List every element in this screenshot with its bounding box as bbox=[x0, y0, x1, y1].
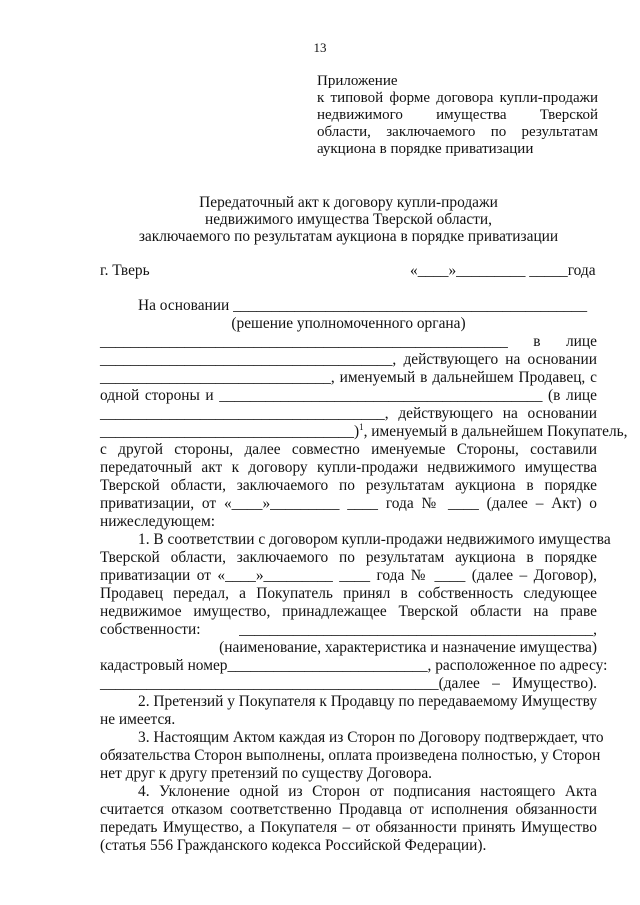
item-3-line-1: 3. Настоящим Актом каждая из Сторон по Договору подтверждает, что bbox=[138, 729, 604, 746]
body-line-6: одной стороны и __________________________________________ (в лице bbox=[100, 387, 597, 404]
city: г. Тверь bbox=[100, 262, 150, 279]
item-3-line-2: обязательства Сторон выполнены, оплата произведена полностью, у Сторон bbox=[100, 747, 601, 764]
body-line-10: передаточный акт к договору купли-продажи недвижимого имущества bbox=[100, 459, 597, 476]
appendix-line-4: области, заключаемого по результатам bbox=[317, 124, 598, 140]
item-4-line-3: передать Имущество, а Покупателя – от обязанности принять Имущество bbox=[100, 819, 597, 836]
body-line-3: _____________________________________________________ в лице bbox=[100, 333, 597, 350]
body-line-8-blank: _________________________________) bbox=[100, 423, 360, 440]
title-line-1: Передаточный акт к договору купли-продажи bbox=[199, 194, 498, 211]
item-1-line-4: Продавец передал, а Покупатель принял в собственность следующее bbox=[100, 585, 597, 602]
date-field: «____»_________ _____года bbox=[410, 262, 596, 279]
item-1-line-5: недвижимое имущество, принадлежащее Тверской области на праве bbox=[100, 603, 597, 620]
item-3-line-3: нет друг к другу претензий по существу Договора. bbox=[100, 765, 433, 782]
basis-caption: (решение уполномоченного органа) bbox=[231, 315, 466, 332]
item-1-line-8: кадастровый номер__________________________, расположенное по адресу: bbox=[100, 657, 608, 674]
appendix-line-1: Приложение bbox=[317, 73, 398, 89]
appendix-line-3: недвижимого имущества Тверской bbox=[317, 107, 598, 123]
item-4-line-1: 4. Уклонение одной из Сторон от подписания настоящего Акта bbox=[138, 783, 597, 800]
body-line-5: ______________________________, именуемый в дальнейшем Продавец, с bbox=[100, 369, 597, 386]
body-line-7: _____________________________________, действующего на основании bbox=[100, 405, 597, 422]
body-line-11: Тверской области, заключаемого по результатам аукциона в порядке bbox=[100, 477, 597, 494]
page-number: 13 bbox=[313, 40, 327, 55]
title-line-2: недвижимого имущества Тверской области, bbox=[205, 211, 492, 228]
item-4-line-4: (статья 556 Гражданского кодекса Российской Федерации). bbox=[100, 837, 487, 854]
item-2-line-2: не имеется. bbox=[100, 711, 176, 728]
item-1-line-6: собственности: ______________________________________________, bbox=[100, 621, 597, 638]
item-1-line-9: ____________________________________________(далее – Имущество). bbox=[100, 675, 597, 692]
item-2-line-1: 2. Претензий у Покупателя к Продавцу по передаваемому Имуществу bbox=[138, 693, 598, 710]
footnote-mark: 1 bbox=[359, 421, 364, 432]
item-1-line-2: Тверской области, заключаемого по результатам аукциона в порядке bbox=[100, 549, 597, 566]
title-line-3: заключаемого по результатам аукциона в порядке приватизации bbox=[138, 228, 559, 245]
item-1-line-3: приватизации от «____»_________ ____ года № ____ (далее – Договор), bbox=[100, 567, 597, 584]
body-line-13: нижеследующем: bbox=[100, 513, 215, 530]
body-line-8 bbox=[100, 421, 628, 440]
basis-line: На основании ______________________________________________ bbox=[138, 297, 588, 314]
body-line-12: приватизации, от «____»_________ ____ года № ____ (далее – Акт) о bbox=[100, 495, 597, 512]
appendix-line-2: к типовой форме договора купли-продажи bbox=[317, 90, 598, 106]
property-caption: (наименование, характеристика и назначение имущества) bbox=[219, 639, 597, 656]
item-4-line-2: считается отказом соответственно Продавца от исполнения обязанности bbox=[100, 801, 597, 818]
body-line-9: с другой стороны, далее совместно именуемые Стороны, составили bbox=[100, 441, 597, 458]
body-line-4: ______________________________________, действующего на основании bbox=[100, 351, 597, 368]
item-1-line-1: 1. В соответствии с договором купли-продажи недвижимого имущества bbox=[138, 531, 611, 548]
appendix-line-5: аукциона в порядке приватизации bbox=[317, 141, 534, 157]
body-line-8-text: , именуемый в дальнейшем Покупатель, bbox=[363, 423, 628, 440]
